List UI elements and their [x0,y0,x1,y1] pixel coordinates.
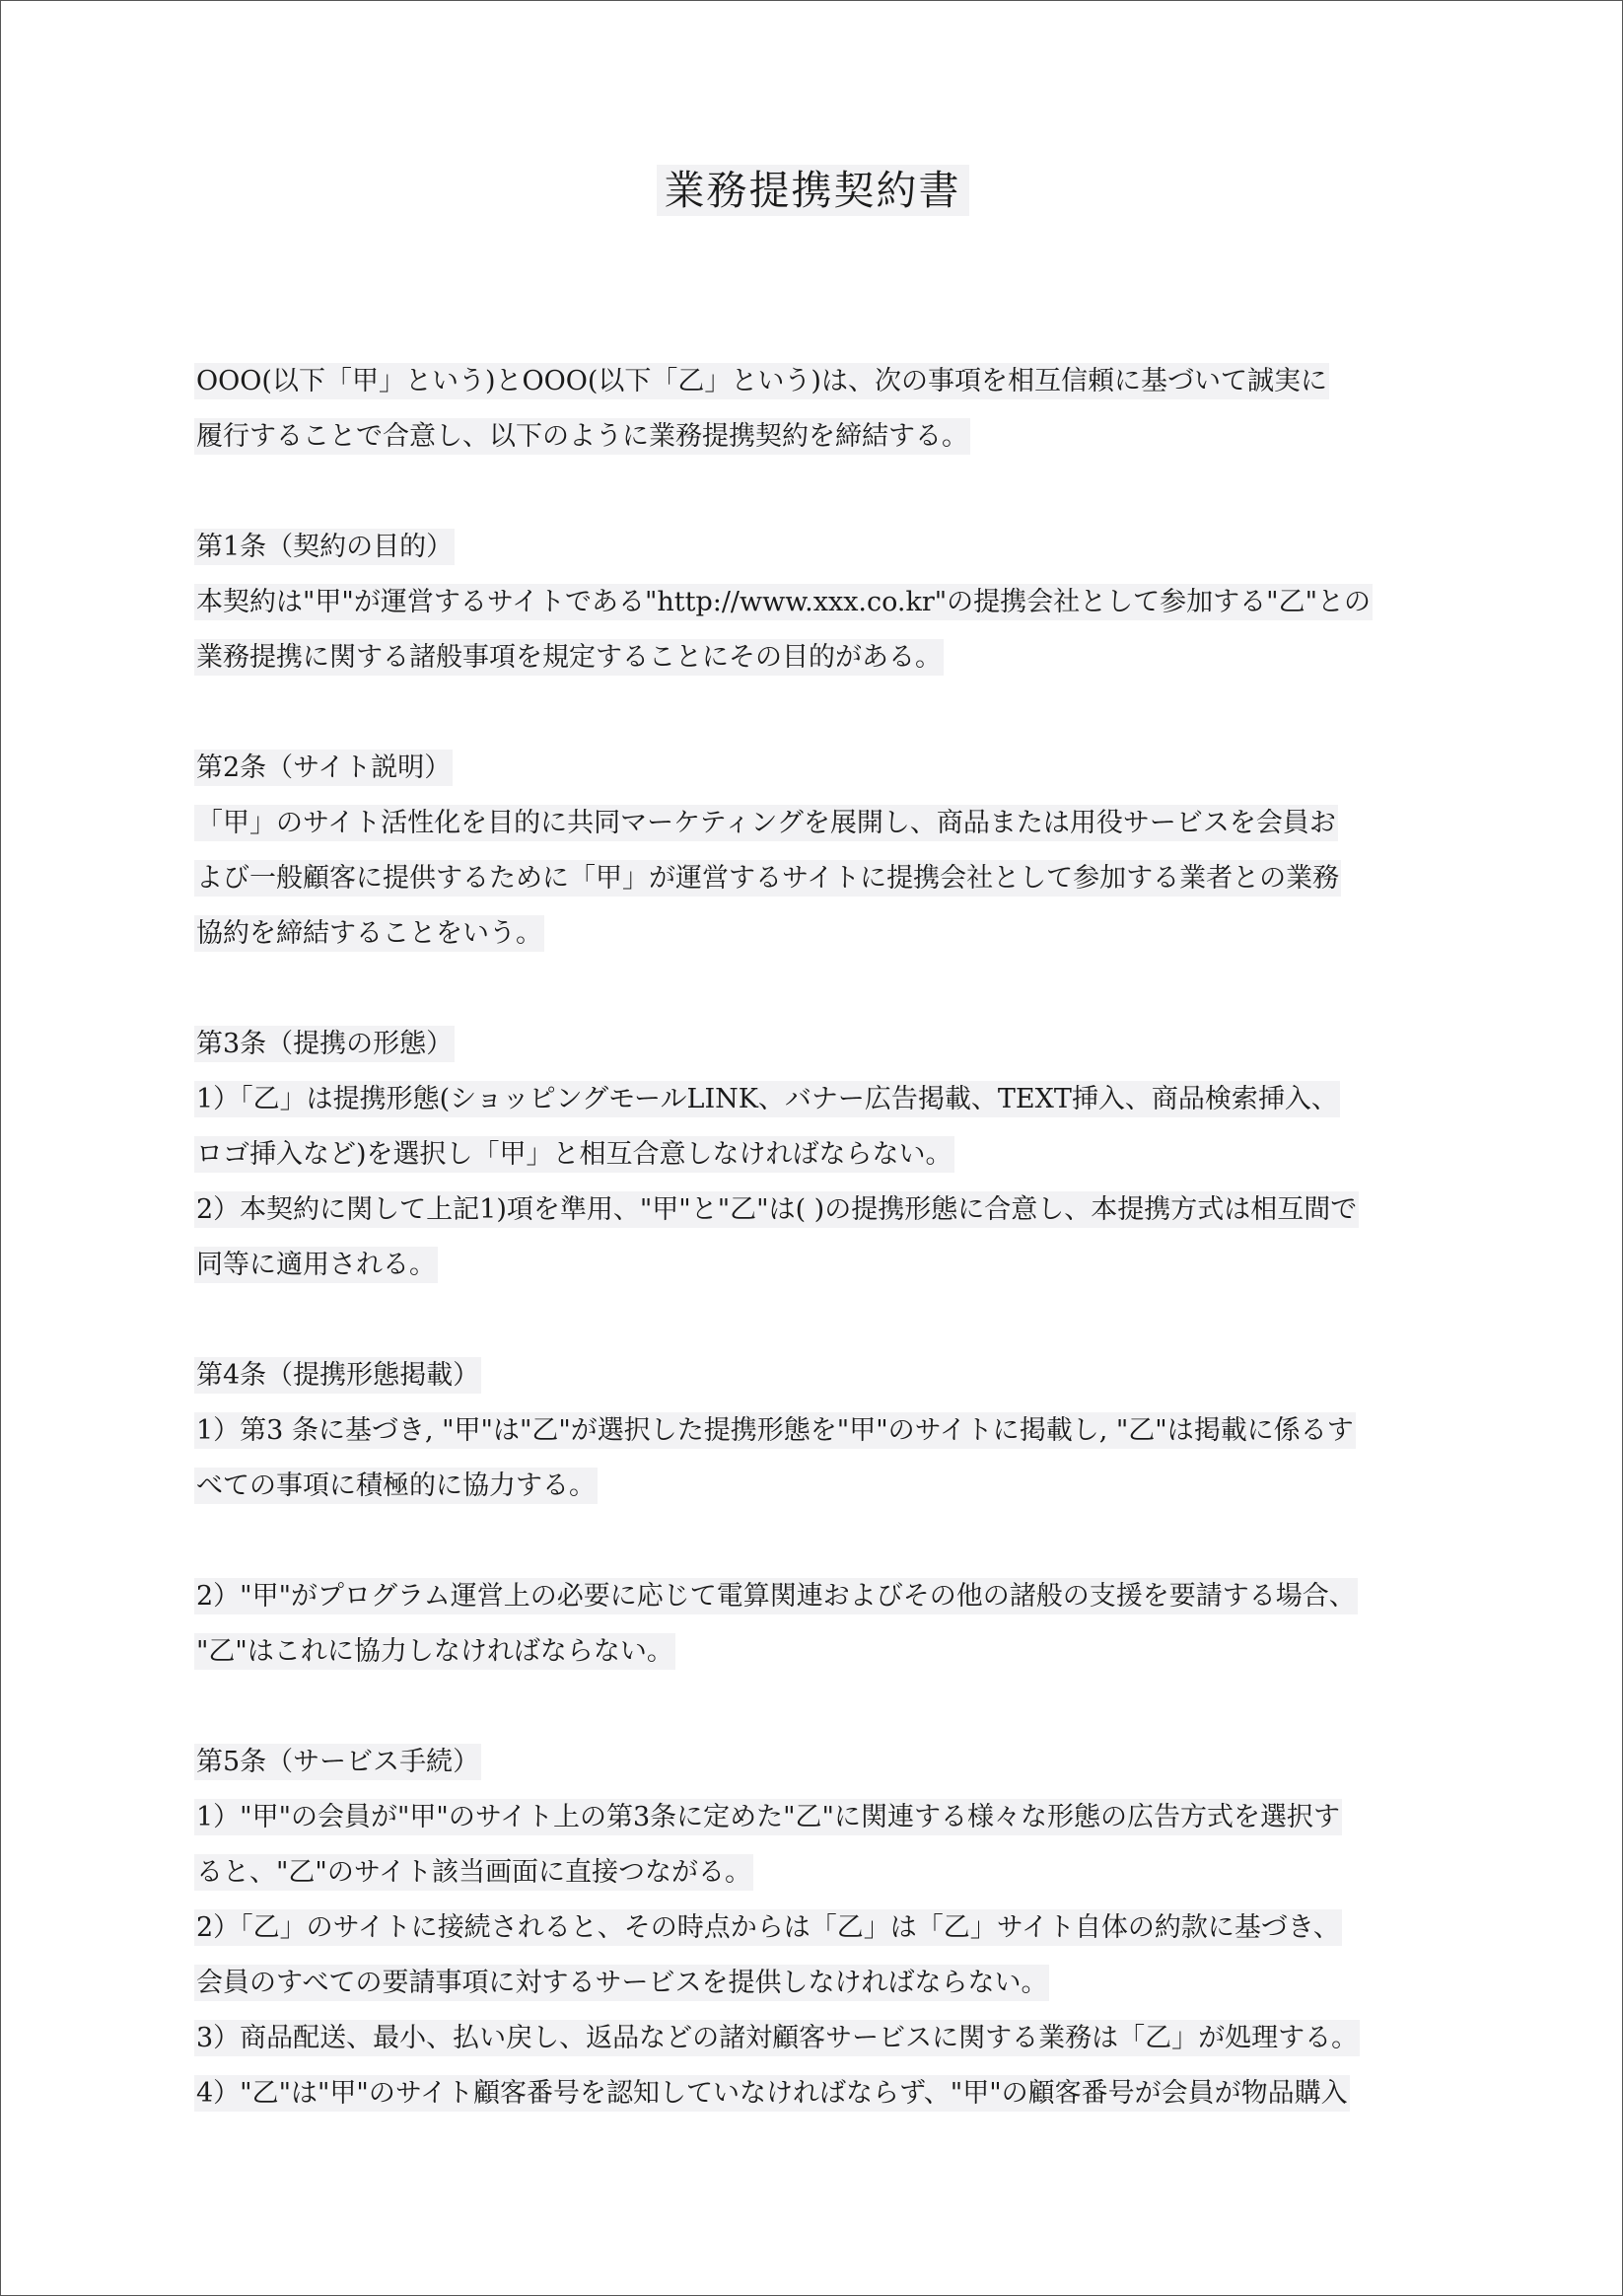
article-3-line: 同等に適用される。 [194,1238,1437,1293]
article-4-line: 2）"甲"がプログラム運営上の必要に応じて電算関連およびその他の諸般の支援を要請する場合、 [194,1569,1437,1624]
article-4-line: べての事項に積極的に協力する。 [194,1459,1437,1514]
article-1-heading: 第1条（契約の目的） [194,520,1437,575]
article-4-line: "乙"はこれに協力しなければならない。 [194,1624,1437,1680]
article-2-heading: 第2条（サイト説明） [194,741,1437,796]
article-5-line: 会員のすべての要請事項に対するサービスを提供しなければならない。 [194,1956,1437,2011]
document-title: 業務提携契約書 [657,165,969,216]
article-5-line: 3）商品配送、最小、払い戻し、返品などの諸対顧客サービスに関する業務は「乙」が処理する。 [194,2011,1437,2066]
article-1-line: 業務提携に関する諸般事項を規定することにその目的がある。 [194,630,1437,685]
article-2-line: 「甲」のサイト活性化を目的に共同マーケティングを展開し、商品または用役サービスを会員お [194,796,1437,851]
article-2-line: よび一般顧客に提供するために「甲」が運営するサイトに提携会社として参加する業者との業務 [194,851,1437,906]
article-5-line: 4）"乙"は"甲"のサイト顧客番号を認知していなければならず、"甲"の顧客番号が会員が物品購入 [194,2066,1437,2121]
intro-line: OOO(以下「甲」という)とOOO(以下「乙」という)は、次の事項を相互信頼に基づいて誠実に [194,354,1437,409]
article-5-line: 1）"甲"の会員が"甲"のサイト上の第3条に定めた"乙"に関連する様々な形態の広告方式を選択す [194,1790,1437,1845]
document-body [194,354,1437,2121]
article-5-line: ると、"乙"のサイト該当画面に直接つながる。 [194,1845,1437,1901]
paragraph-gap [194,1293,1437,1348]
paragraph-gap [194,465,1437,520]
article-1-line: 本契約は"甲"が運営するサイトである"http://www.xxx.co.kr"の提携会社として参加する"乙"との [194,575,1437,630]
paragraph-gap [194,962,1437,1017]
article-5-heading: 第5条（サービス手続） [194,1735,1437,1790]
article-3-line: 1）「乙」は提携形態(ショッピングモールLINK、バナー広告掲載、TEXT挿入、商品検索挿入、 [194,1072,1437,1127]
article-4-line: 1）第3 条に基づき, "甲"は"乙"が選択した提携形態を"甲"のサイトに掲載し, "乙"は掲載に係るす [194,1403,1437,1459]
article-4-heading: 第4条（提携形態掲載） [194,1348,1437,1403]
paragraph-gap [194,685,1437,741]
paragraph-gap [194,1680,1437,1735]
article-5-line: 2）「乙」のサイトに接続されると、その時点からは「乙」は「乙」サイト自体の約款に基づき、 [194,1901,1437,1956]
article-3-heading: 第3条（提携の形態） [194,1017,1437,1072]
document-title-block [1,161,1623,220]
paragraph-gap [194,1514,1437,1569]
article-3-line: 2）本契約に関して上記1)項を準用、"甲"と"乙"は( )の提携形態に合意し、本提携方式は相互間で [194,1183,1437,1238]
article-3-line: ロゴ挿入など)を選択し「甲」と相互合意しなければならない。 [194,1127,1437,1183]
intro-line: 履行することで合意し、以下のように業務提携契約を締結する。 [194,409,1437,465]
article-2-line: 協約を締結することをいう。 [194,906,1437,962]
